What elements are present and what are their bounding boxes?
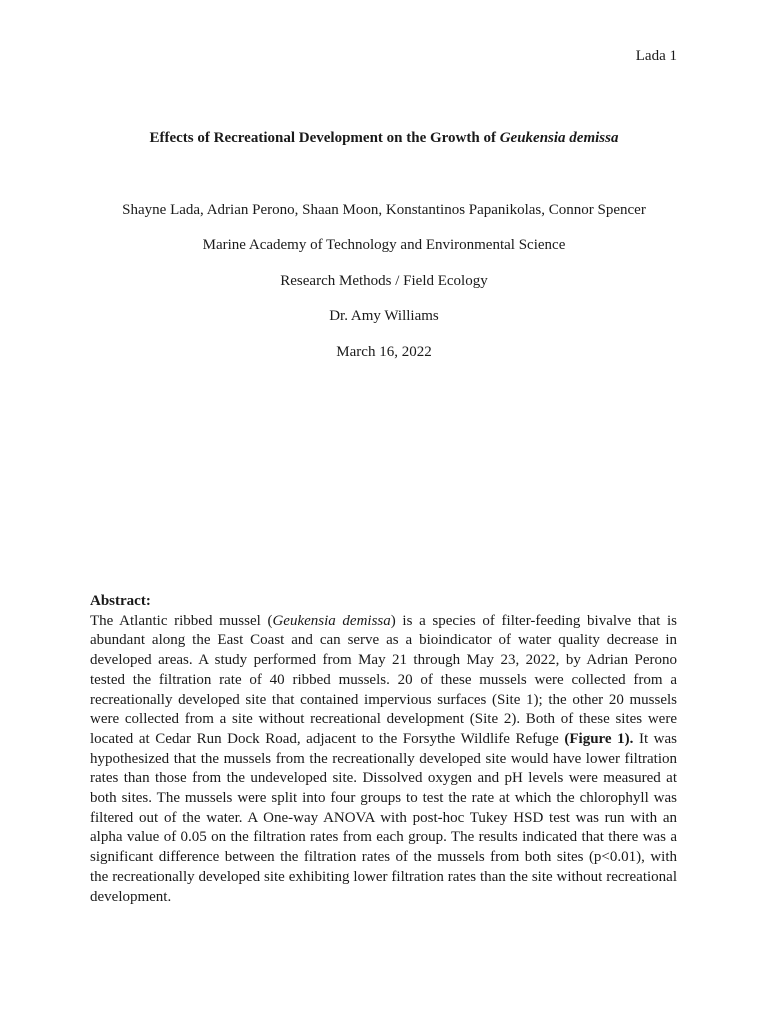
abstract-section xyxy=(90,592,677,907)
instructor-name: Dr. Amy Williams xyxy=(329,308,439,324)
title-text: Effects of Recreational Development on the Growth of xyxy=(149,130,500,146)
title-species: Geukensia demissa xyxy=(499,130,619,146)
abstract-text-2: ) is a species of filter-feeding bivalve that is abundant along the East Coast and can serve as a bioindicator of water quality decrease in developed areas. A study performed from May 21 through May 23, 2022, by Adrian Perono tested the filtration rate of 40 ribbed mussels. 20 of these mussels were collected from a recreationally developed site that contained impervious surfaces (Site 1); the other 20 mussels were collected from a site without recreational development (Site 2). Both of these sites were located at Cedar Run Dock Road, adjacent to the Forsythe Wildlife Refuge xyxy=(90,612,677,747)
author-list: Shayne Lada, Adrian Perono, Shaan Moon, Konstantinos Papanikolas, Connor Spencer xyxy=(122,202,646,218)
abstract-body xyxy=(90,612,677,908)
course-name: Research Methods / Field Ecology xyxy=(280,273,488,289)
abstract-text-1: The Atlantic ribbed mussel ( xyxy=(90,612,273,629)
page-number: Lada 1 xyxy=(635,48,677,64)
paper-title xyxy=(0,128,768,148)
submission-date: March 16, 2022 xyxy=(336,344,432,360)
abstract-text-3: It was hypothesized that the mussels from the recreationally developed site would have lower filtration rates than those from the undeveloped site. Dissolved oxygen and pH levels were measured at both sites. The mussels were split into four groups to test the rate at which the chlorophyll was filtered out of the water. A One-way ANOVA with post-hoc Tukey HSD test was run with an alpha value of 0.05 on the filtration rates from each group. The results indicated that there was a significant difference between the filtration rates of the mussels from both sites (p<0.01), with the recreationally developed site exhibiting lower filtration rates than the site without recreational development. xyxy=(90,730,677,905)
figure-reference: (Figure 1). xyxy=(564,730,634,747)
abstract-species: Geukensia demissa xyxy=(272,612,391,629)
abstract-heading: Abstract: xyxy=(90,593,151,609)
institution: Marine Academy of Technology and Environmental Science xyxy=(202,237,566,253)
